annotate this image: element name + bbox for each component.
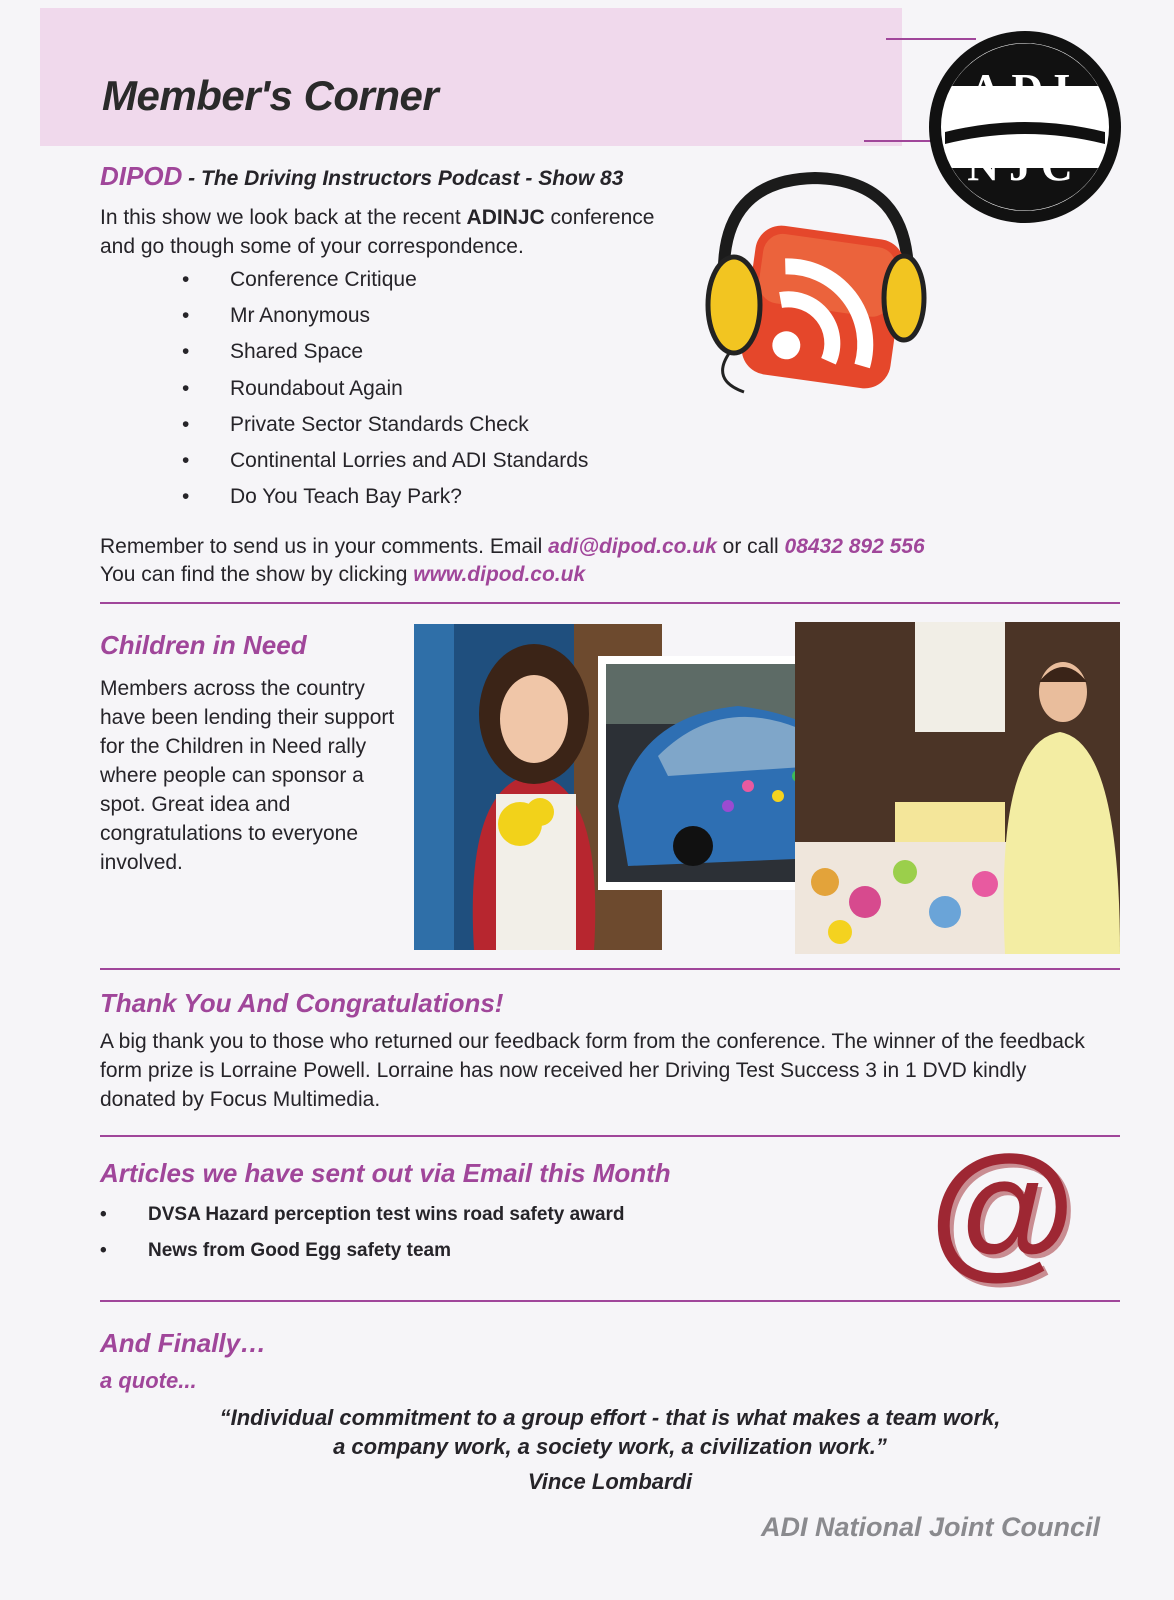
email-at-icon: @ [926, 1126, 1074, 1294]
dipod-intro [100, 203, 700, 261]
quote-line-2: a company work, a society work, a civilization work.” [333, 1434, 887, 1459]
articles-list [100, 1204, 625, 1276]
articles-heading: Articles we have sent out via Email this Month [100, 1158, 671, 1188]
dipod-intro-text: In this show we look back at the recent [100, 206, 467, 229]
email-link[interactable]: adi@dipod.co.uk [548, 535, 717, 558]
thank-you-body: A big thank you to those who returned our feedback form from the conference. The winner of the feedback form prize is Lorraine Powell. Lorraine has now received her Driving Test Success 3 in 1 DVD kindly donated by Focus Multimedia. [100, 1030, 1085, 1111]
finally-subheading: a quote... [100, 1368, 197, 1393]
list-item: • Do You Teach Bay Park? [182, 485, 588, 521]
list-item: • DVSA Hazard perception test wins road safety award [100, 1204, 625, 1240]
dipod-intro-line2: and go though some of your correspondence. [100, 235, 524, 258]
remember-text: Remember to send us in your comments. Email [100, 535, 549, 558]
dipod-intro-bold: ADINJC [466, 206, 545, 229]
children-in-need-heading: Children in Need [100, 630, 307, 660]
list-item: • Continental Lorries and ADI Standards [182, 449, 588, 485]
dipod-heading [100, 161, 623, 192]
dipod-intro-after: conference [544, 206, 655, 229]
section-divider [100, 602, 1120, 604]
list-item: • Roundabout Again [182, 377, 588, 413]
children-in-need-body: Members across the country have been lending their support for the Children in Need rally where people can sponsor a spot. Great idea and congratulations to everyone involved. [100, 677, 395, 874]
thank-you-heading: Thank You And Congratulations! [100, 988, 504, 1018]
find-text: You can find the show by clicking [100, 563, 414, 586]
footer-org-name: ADI National Joint Council [760, 1512, 1100, 1542]
list-item: • News from Good Egg safety team [100, 1240, 625, 1276]
quote-author: Vince Lombardi [527, 1469, 693, 1494]
dipod-topic-list [182, 268, 588, 521]
finally-heading: And Finally… [100, 1328, 267, 1358]
list-item: • Shared Space [182, 340, 588, 376]
quote-line-1: “Individual commitment to a group effort - that is what makes a team work, [219, 1405, 1001, 1430]
call-text: or call [716, 535, 785, 558]
dipod-brand: DIPOD [100, 161, 183, 191]
dipod-subtitle: - The Driving Instructors Podcast - Show 83 [182, 167, 624, 190]
page-title: Member's Corner [102, 72, 439, 119]
section-divider [100, 968, 1120, 970]
photo-woman-at-stall [795, 622, 1120, 954]
list-item: • Private Sector Standards Check [182, 413, 588, 449]
website-link[interactable]: www.dipod.co.uk [413, 563, 586, 586]
section-divider [100, 1300, 1120, 1302]
logo-line-2: NJC [967, 141, 1083, 190]
podcast-headphones-icon [700, 170, 930, 400]
adi-njc-logo [926, 28, 1124, 226]
phone-number: 08432 892 556 [784, 535, 925, 558]
quote-block [100, 1403, 1120, 1496]
dipod-contact [100, 533, 1000, 589]
logo-line-1: ADI [969, 65, 1081, 114]
list-item: • Mr Anonymous [182, 304, 588, 340]
list-item: • Conference Critique [182, 268, 588, 304]
